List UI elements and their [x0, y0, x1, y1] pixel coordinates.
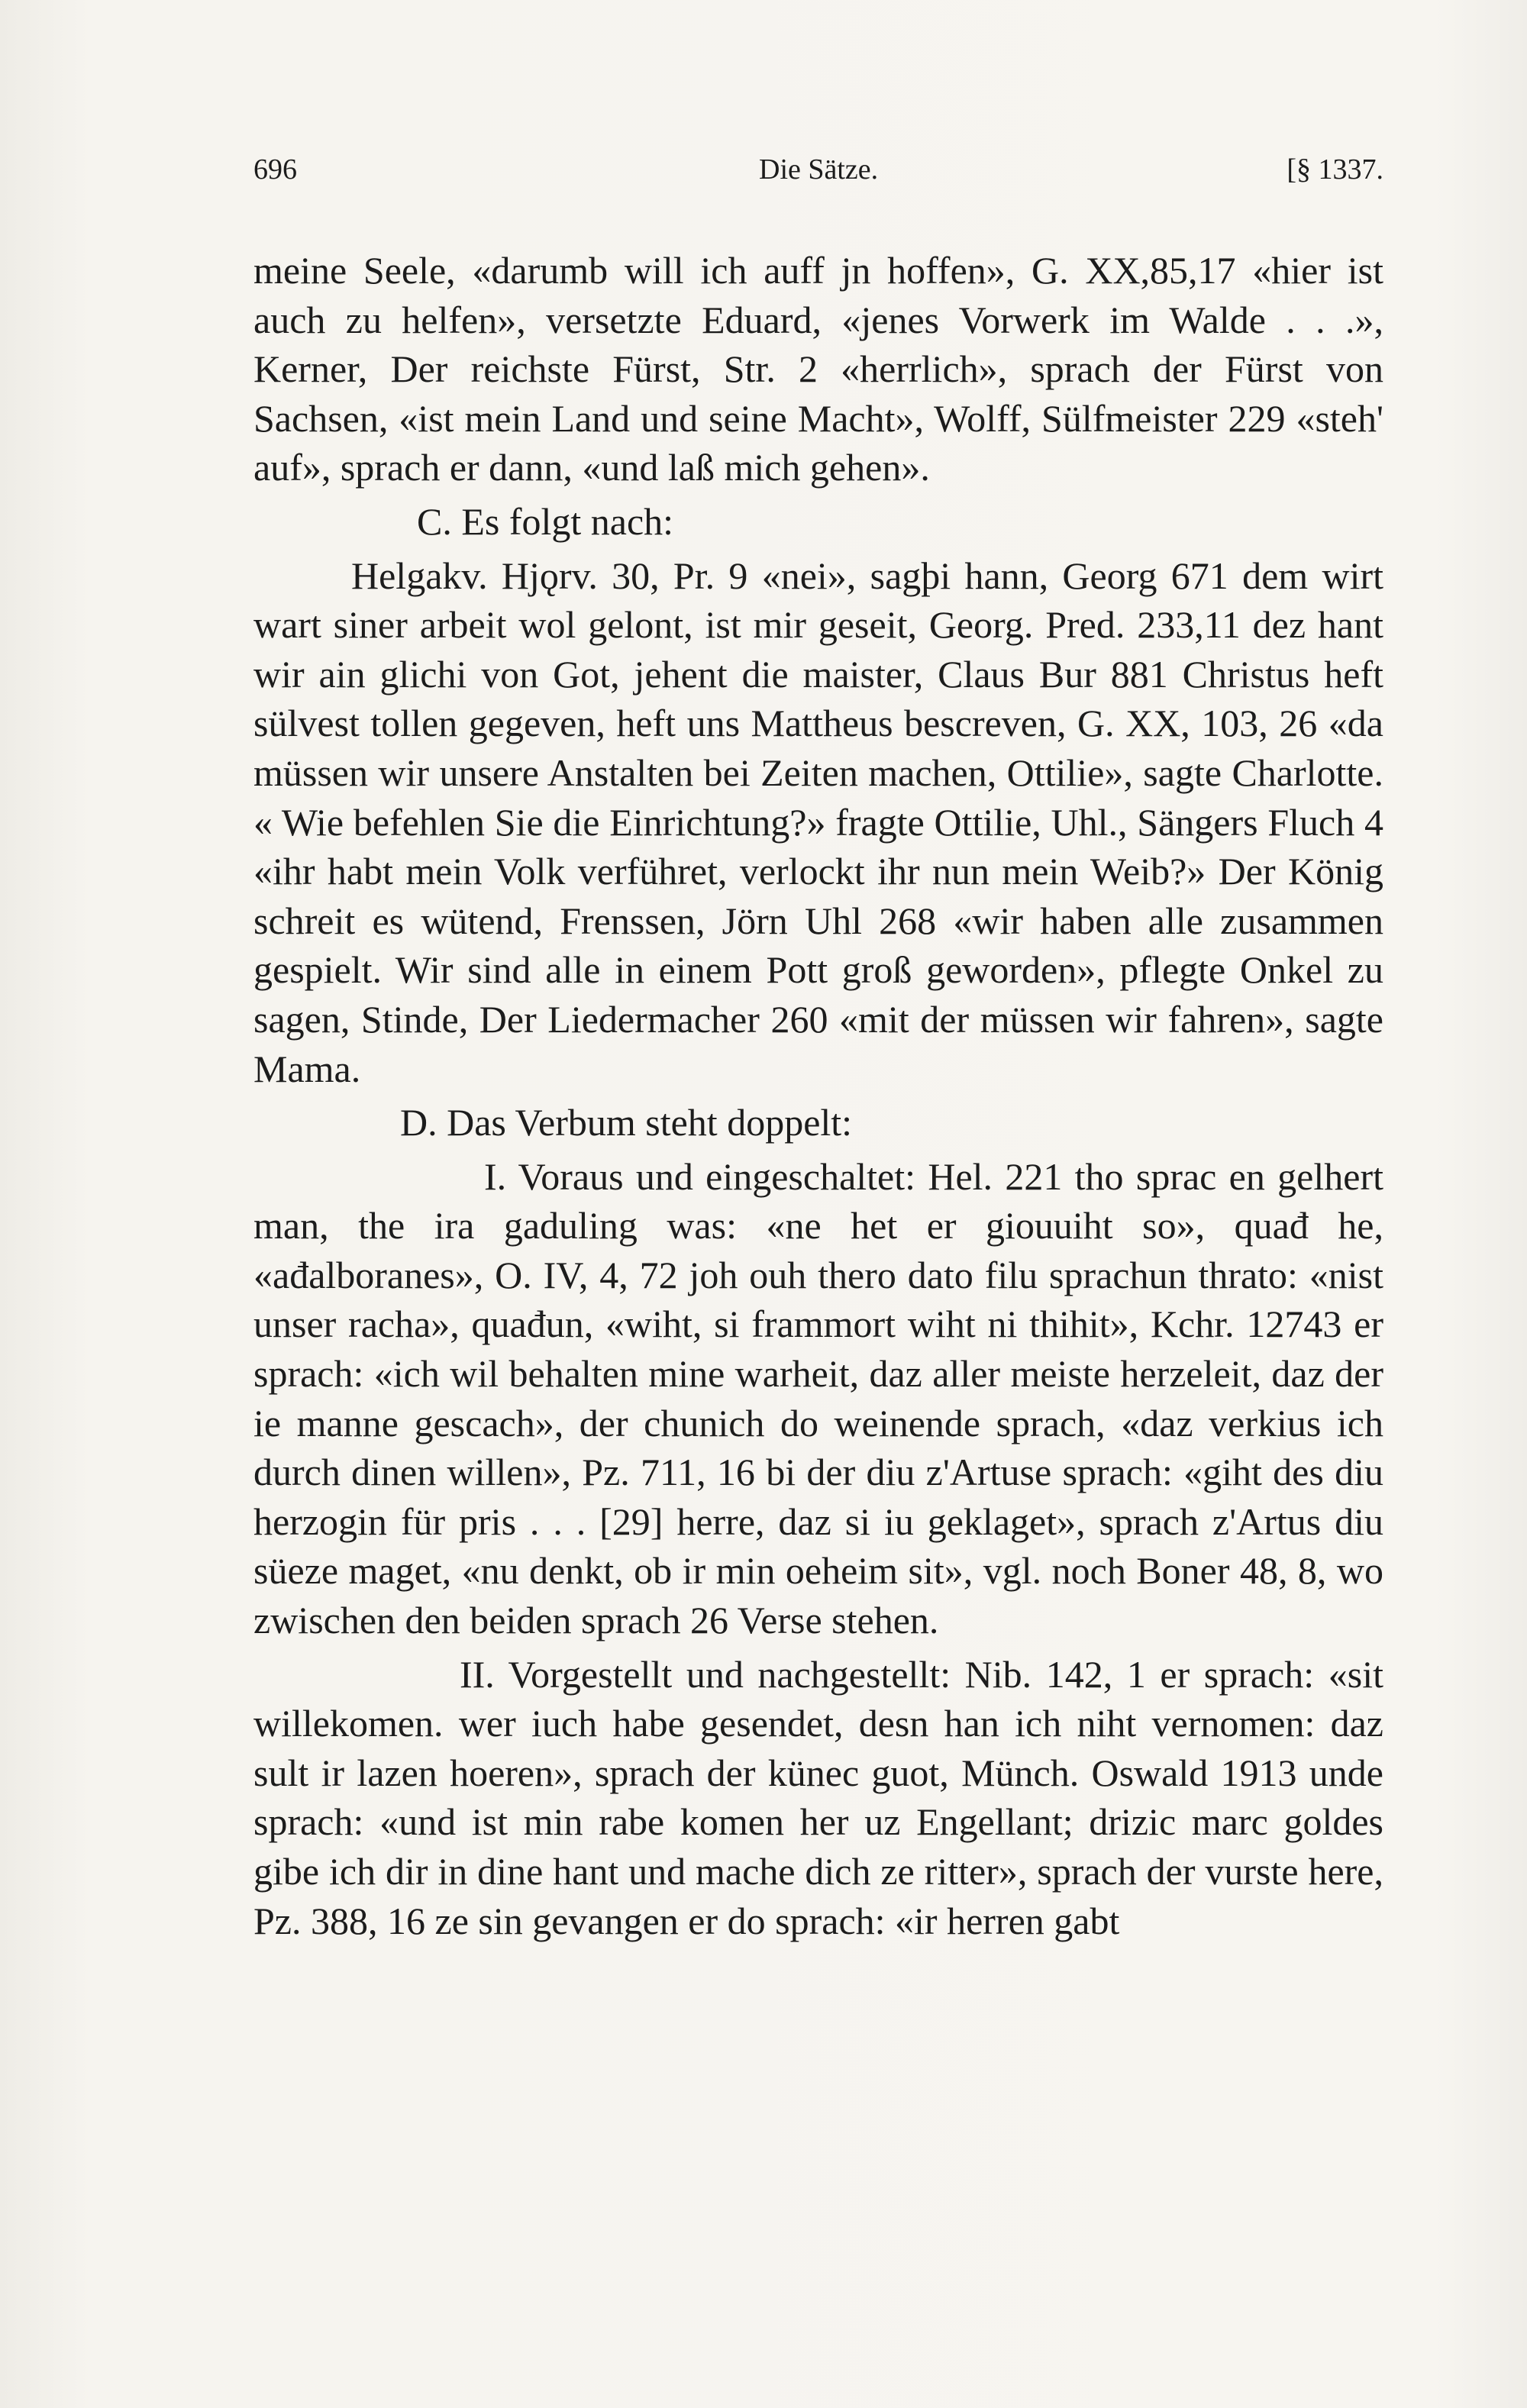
body-text — [253, 246, 1383, 1945]
section-number: [§ 1337. — [1286, 153, 1383, 186]
paragraph-c-examples: Helgakv. Hjǫrv. 30, Pr. 9 «nei», sagþi hann, Georg 671 dem wirt wart siner arbeit wol gelont, ist mir geseit, Georg. Pred. 233,11 dez hant wir ain glichi von Got, jehent die maister, Claus Bur 881 Christus heft sülvest tollen gegeven, heft uns Mattheus bescreven, G. XX, 103, 26 «da müssen wir unsere Anstalten bei Zeiten machen, Ottilie», sagte Charlotte. « Wie befehlen Sie die Einrichtung?» fragte Ottilie, Uhl., Sängers Fluch 4 «ihr habt mein Volk verführet, verlockt ihr nun mein Weib?» Der König schreit es wütend, Frenssen, Jörn Uhl 268 «wir haben alle zusammen gespielt. Wir sind alle in einem Pott groß geworden», pflegte Onkel zu sagen, Stinde, Der Liedermacher 260 «mit der müssen wir fahren», sagte Mama. — [253, 554, 1383, 1090]
page-number: 696 — [253, 153, 297, 186]
running-title: Die Sätze. — [759, 153, 879, 186]
heading-d: D. Das Verbum steht doppelt: — [400, 1101, 853, 1144]
paragraph-continuation: meine Seele, «darumb will ich auff jn hoffen», G. XX,85,17 «hier ist auch zu helfen», versetzte Eduard, «jenes Vorwerk im Walde . . .», Kerner, Der reichste Fürst, Str. 2 «herrlich», sprach der Fürst von Sachsen, «ist mein Land und seine Macht», Wolff, Sülfmeister 229 «steh' auf», sprach er dann, «und laß mich gehen». — [253, 249, 1383, 489]
paragraph-d-ii: II. Vorgestellt und nachgestellt: Nib. 142, 1 er sprach: «sit willekomen. wer iuch habe gesendet, desn han ich niht vernomen: daz sult ir lazen hoeren», sprach der künec guot, Münch. Oswald 1913 unde sprach: «und ist min rabe komen her uz Engellant; drizic marc goldes gibe ich dir in dine hant und mache dich ze ritter», sprach der vurste here, Pz. 388, 16 ze sin gevangen er do sprach: «ir herren gabt — [253, 1652, 1383, 1942]
paragraph-d-i: I. Voraus und eingeschaltet: Hel. 221 tho sprac en gelhert man, the ira gaduling was: «ne het er giouuiht so», quađ he, «ađalboranes», O. IV, 4, 72 joh ouh thero dato filu sprachun thrato: «nist unser racha», quađun, «wiht, si frammort wiht ni thihit», Kchr. 12743 er sprach: «ich wil behalten mine warheit, daz aller meiste herzeleit, daz der ie manne gescach», der chunich do weinende sprach, «daz verkius ich durch dinen willen», Pz. 711, 16 bi der diu z'Artuse sprach: «giht des diu herzogin für pris . . . [29] herre, daz si iu geklaget», sprach z'Artus diu süeze maget, «nu denkt, ob ir min oeheim sit», vgl. noch Boner 48, 8, wo zwischen den beiden sprach 26 Verse stehen. — [253, 1154, 1383, 1642]
running-header — [253, 153, 1383, 195]
heading-c: C. Es folgt nach: — [417, 499, 674, 543]
